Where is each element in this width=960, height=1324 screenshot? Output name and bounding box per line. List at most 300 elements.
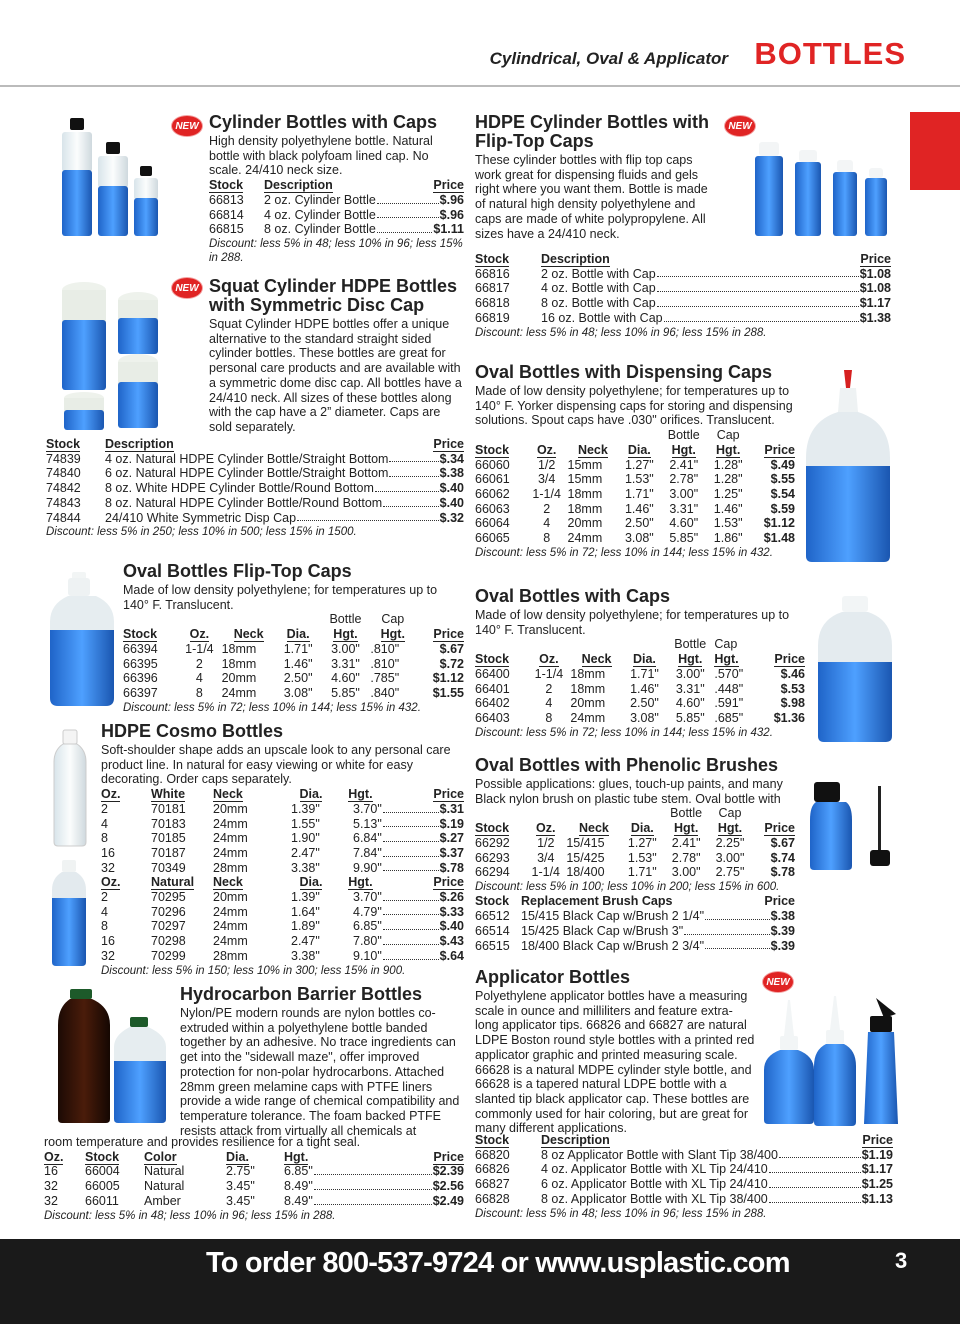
- hgt-cell: 4.79": [353, 904, 382, 919]
- hgt-cell: 6.85": [284, 1164, 313, 1179]
- col-cap-hgt: Hgt.: [716, 442, 741, 457]
- dia-cell: 1.46": [283, 656, 313, 671]
- stock-cell: 66819: [475, 310, 510, 325]
- table-row: [475, 1177, 893, 1192]
- neck-cell: 20mm: [570, 696, 606, 711]
- cap-cell: .685": [714, 710, 744, 725]
- stock-cell: 66397: [123, 685, 158, 700]
- neck-cell: 18mm: [567, 486, 603, 501]
- table-row: [475, 924, 795, 939]
- flip-title: Oval Bottles Flip-Top Caps: [123, 561, 352, 581]
- oz-cell: 16: [44, 1164, 58, 1179]
- hgt-cell: 3.00": [331, 641, 360, 656]
- table-row: [101, 831, 464, 846]
- hgt-cell: 6.84": [353, 831, 382, 846]
- oz-cell: 1-1/4: [532, 486, 561, 501]
- cap-cell: 1.28": [713, 472, 743, 487]
- cap-cell: 3.00": [715, 850, 745, 865]
- table-row: [123, 657, 464, 672]
- table-row: [475, 939, 795, 954]
- stock-cell: 66818: [475, 296, 510, 311]
- desc-cell: 24/410 White Symmetric Disp Cap: [105, 510, 297, 525]
- brushes-title: Oval Bottles with Phenolic Brushes: [475, 755, 779, 775]
- col-price: Price: [433, 787, 464, 802]
- col-stock: Stock: [85, 1149, 120, 1164]
- applicator-desc: Polyethylene applicator bottles have a measuring scale in ounce and milliliters and feature extra-long applicator tips. 66826 and 66827 are natural LDPE Boston round style bottles with a printed red applicator graphic and printed measuring scale. 66628 is a natural MDPE cylinder style bottle, and 66628 is a tapered natural LDPE bottle with a slanted tip black applicator cap. These bottles are commonly used for hair coloring, but are great for many different applications.: [475, 989, 755, 1136]
- desc-cell: 8 oz. Natural HDPE Cylinder Bottle/Round Bottom: [105, 495, 383, 510]
- oz-cell: 16: [101, 934, 115, 949]
- col-cap-hgt: Hgt.: [714, 652, 739, 667]
- dia-cell: 1.46": [630, 681, 659, 696]
- dia-cell: 3.38": [291, 860, 320, 875]
- cap-cell: .785": [370, 671, 400, 686]
- price-cell: $.38: [439, 466, 464, 481]
- table-row: [475, 667, 805, 682]
- hydro-desc: Nylon/PE modern rounds are nylon bottles co-extruded within a polyethylene bottle banded together by an adhesive. No trace ingredients can get into the "sidewall maze", offer improved protection for non-polar hydrocarbons. Attached 28mm green melamine caps with PTFE liners provide a wide range of chemical compatibility and temperature tolerance. The foam backed PTFE resists attack from virtually all chemicals at: [180, 1006, 460, 1138]
- col-stock: Stock: [475, 1133, 510, 1147]
- hydro-table: [44, 1150, 464, 1209]
- price-cell: $.53: [780, 681, 805, 696]
- stock-cell: 66005: [85, 1179, 120, 1194]
- table-row: [44, 1164, 464, 1179]
- stock-cell: 66820: [475, 1147, 510, 1162]
- oz-cell: 2: [545, 681, 553, 696]
- stock-cell: 66293: [475, 850, 510, 865]
- col-oz: Oz.: [44, 1149, 64, 1164]
- stock-cell: 74840: [46, 466, 81, 481]
- oz-cell: 1/2: [537, 457, 556, 472]
- stock-cell: 66817: [475, 281, 510, 296]
- stock-cell: 66004: [85, 1164, 120, 1179]
- squat-desc: Squat Cylinder HDPE bottles offer a unique alternative to the standard straight sided cylinder bottles. These bottles are great for personal care products and are available with a symmetric dome disc cap. All bottles have a 24/410 neck. All sizes of these bottles along with the cap have a 2” diameter. Caps are sold separately.: [209, 317, 462, 434]
- cap-cell: .448": [714, 681, 744, 696]
- neck-cell: 18mm: [567, 501, 603, 516]
- dia-cell: 1.39": [291, 890, 320, 905]
- color-cell: Natural: [144, 1179, 185, 1194]
- stock-cell: 66400: [475, 666, 510, 681]
- oz-cell: 3/4: [537, 850, 555, 865]
- oz-cell: 3/4: [537, 472, 556, 487]
- col-oz: Oz.: [101, 875, 121, 890]
- dia-cell: 2.47": [291, 845, 320, 860]
- stock-cell: 66826: [475, 1162, 510, 1177]
- col-price: Price: [433, 875, 464, 890]
- order-info[interactable]: To order 800-537-9724 or www.usplastic.com: [206, 1247, 790, 1279]
- oval-caps-title: Oval Bottles with Caps: [475, 586, 671, 606]
- hdpe-flip-desc: These cylinder bottles with flip top caps work great for dispensing fluids and gels right where you want them. Bottle is made of natural high density polyethylene and caps are made of white polypropylene. All sizes have a 24/410 neck.: [475, 153, 708, 241]
- brushes-discount: Discount: less 5% in 100; less 10% in 200; less 15% in 600.: [475, 880, 780, 893]
- table-row: [475, 502, 795, 517]
- cosmo-desc: Soft-shoulder shape adds an upscale look to any personal care product line. In natural for easy viewing or white for easy decorating. Order caps separately.: [101, 743, 451, 787]
- stock-cell: 74844: [46, 510, 81, 525]
- col-dia: Dia.: [627, 442, 651, 457]
- flip-section: [123, 562, 464, 715]
- squat-title: [209, 277, 464, 315]
- col-neck: Neck: [213, 875, 243, 890]
- desc-cell: 2 oz. Cylinder Bottle: [264, 192, 376, 207]
- squat-bottles-image: [58, 280, 166, 432]
- price-cell: $1.17: [861, 1162, 893, 1177]
- oz-cell: 8: [545, 710, 553, 725]
- stock-cell: 66512: [475, 909, 510, 924]
- cylinder-discount: Discount: less 5% in 48; less 10% in 96; less 15% in 288.: [209, 237, 463, 265]
- col-oz: Oz.: [536, 442, 557, 457]
- new-badge: NEW: [724, 115, 756, 137]
- price-cell: $1.48: [763, 531, 795, 546]
- cap-cell: 2.25": [715, 835, 745, 850]
- oz-cell: 1-1/4: [534, 666, 564, 681]
- hgt-cell: 5.13": [353, 816, 382, 831]
- cosmo-title: HDPE Cosmo Bottles: [101, 721, 284, 741]
- price-cell: $.31: [439, 801, 464, 816]
- price-cell: $.78: [770, 865, 795, 880]
- price-cell: $1.25: [861, 1177, 893, 1192]
- stock-cell: 66065: [475, 531, 510, 546]
- cap-cell: 1.53": [713, 516, 743, 531]
- dia-cell: 1.71": [283, 641, 313, 656]
- hgt-cell: 4.60": [331, 671, 360, 686]
- neck-cell: 28mm: [213, 860, 248, 875]
- desc-cell: 4 oz. Applicator Bottle with XL Tip 24/410: [541, 1162, 768, 1177]
- table-row: [123, 642, 464, 657]
- dia-cell: 1.53": [624, 472, 654, 487]
- dispensing-discount: Discount: less 5% in 72; less 10% in 144; less 15% in 432.: [475, 546, 773, 559]
- desc-cell: 2 oz. Bottle with Cap: [541, 266, 656, 281]
- footer-bar: [0, 1239, 960, 1324]
- dia-cell: 1.39": [291, 801, 320, 816]
- price-cell: $1.12: [432, 671, 464, 686]
- neck-cell: 15mm: [567, 472, 603, 487]
- table-row: [475, 1148, 893, 1163]
- col-stock: Stock: [475, 442, 510, 457]
- col-hgt: Hgt.: [348, 875, 373, 890]
- col-stock: Stock: [46, 437, 81, 451]
- neck-cell: 15/425: [566, 850, 605, 865]
- stock-cell: 66395: [123, 656, 158, 671]
- neck-cell: 24mm: [570, 710, 606, 725]
- price-cell: $.78: [439, 860, 464, 875]
- col-description: Description: [105, 437, 174, 451]
- price-cell: $.64: [439, 948, 464, 963]
- cylinder-section: [209, 113, 464, 266]
- desc-cell: 4 oz. Cylinder Bottle: [264, 207, 376, 222]
- table-row: [101, 905, 464, 920]
- stock-cell: 66062: [475, 486, 510, 501]
- col-neck: Neck: [213, 787, 243, 802]
- desc-cell: 15/425 Black Cap w/Brush 3": [521, 923, 684, 938]
- col-hgt: Hgt.: [348, 787, 373, 802]
- table-row: [475, 851, 795, 866]
- table-row: [44, 1194, 464, 1209]
- hdpe-flip-title-line2: Flip-Top Caps: [475, 131, 594, 151]
- price-cell: $.39: [770, 923, 795, 938]
- price-cell: $1.36: [773, 710, 805, 725]
- hgt-cell: 7.84": [353, 845, 382, 860]
- neck-cell: 20mm: [221, 671, 257, 686]
- table-row: [475, 472, 795, 487]
- col-oz: Oz.: [536, 821, 556, 836]
- oz-cell: 32: [101, 948, 115, 963]
- applicator-section: [475, 968, 755, 1136]
- table-row: [475, 311, 891, 326]
- price-cell: $.96: [439, 192, 464, 207]
- price-cell: $.67: [439, 641, 464, 656]
- hgt-cell: 3.31": [675, 681, 705, 696]
- price-cell: $.40: [439, 919, 464, 934]
- col-description: Description: [541, 1133, 610, 1147]
- table-row: [46, 511, 464, 526]
- price-cell: $.54: [770, 486, 795, 501]
- table-row: [475, 909, 795, 924]
- col-neck: Neck: [233, 627, 264, 642]
- oz-cell: 32: [101, 860, 115, 875]
- col-hgt: Hgt.: [333, 627, 358, 642]
- dia-cell: 3.08": [624, 531, 654, 546]
- oz-cell: 4: [195, 671, 203, 686]
- col-price: Price: [774, 652, 805, 667]
- price-cell: $1.13: [861, 1191, 893, 1206]
- table-row: [475, 711, 805, 726]
- dia-cell: 3.08": [630, 710, 659, 725]
- hgt-cell: 2.78": [671, 850, 701, 865]
- stock-cell: 70298: [151, 934, 186, 949]
- cosmo-natural-bottle-image: [48, 858, 90, 968]
- stock-cell: 74843: [46, 495, 81, 510]
- cosmo-discount: Discount: less 5% in 150; less 10% in 300; less 15% in 900.: [101, 964, 406, 977]
- dia-cell: 1.53": [627, 850, 657, 865]
- col-color: Color: [144, 1149, 177, 1164]
- hgt-cell: 7.80": [353, 934, 382, 949]
- table-row: [101, 934, 464, 949]
- dia-cell: 1.64": [291, 904, 320, 919]
- dispensing-table: [475, 428, 795, 546]
- price-cell: $2.49: [432, 1193, 464, 1208]
- dispensing-bottle-image: [800, 366, 896, 566]
- desc-cell: 18/400 Black Cap w/Brush 2 3/4": [521, 938, 705, 953]
- neck-cell: 18mm: [221, 656, 257, 671]
- applicator-bottles-image: [760, 996, 900, 1128]
- stock-cell: 66063: [475, 501, 510, 516]
- hydro-section: [180, 985, 464, 1138]
- header-rule: [0, 85, 960, 87]
- stock-cell: 66292: [475, 835, 510, 850]
- col-dia: Dia.: [630, 821, 654, 836]
- table-row: [209, 208, 464, 223]
- table-row: [475, 281, 891, 296]
- dia-cell: 2.50": [283, 671, 313, 686]
- oval-caps-bottle-image: [814, 594, 896, 744]
- dia-cell: 1.55": [291, 816, 320, 831]
- col-stock: Stock: [123, 627, 158, 642]
- col-top: Cap: [381, 612, 405, 627]
- stock-cell: 70185: [151, 831, 186, 846]
- flip-table: [123, 612, 464, 700]
- table-row: [123, 671, 464, 686]
- price-cell: $.27: [439, 831, 464, 846]
- hgt-cell: 6.85": [353, 919, 382, 934]
- hdpe-flip-title-line1: HDPE Cylinder Bottles with: [475, 112, 710, 132]
- col-stock: Stock: [209, 178, 244, 193]
- neck-cell: 24mm: [213, 816, 248, 831]
- neck-cell: 20mm: [213, 890, 248, 905]
- color-cell: Natural: [144, 1164, 185, 1179]
- stock-cell: 74839: [46, 451, 81, 466]
- neck-cell: 18mm: [221, 641, 257, 656]
- col-stock: Stock: [475, 252, 510, 266]
- squat-table: [46, 437, 464, 525]
- cap-cell: 1.25": [713, 486, 743, 501]
- stock-cell: 66060: [475, 457, 510, 472]
- neck-cell: 18mm: [570, 666, 606, 681]
- neck-cell: 28mm: [213, 948, 248, 963]
- hgt-cell: 3.31": [331, 656, 360, 671]
- dia-cell: 1.89": [291, 919, 320, 934]
- color-cell: Amber: [144, 1193, 181, 1208]
- oz-cell: 8: [195, 685, 203, 700]
- neck-cell: 20mm: [213, 801, 248, 816]
- table-row: [101, 949, 464, 964]
- col-top: Cap: [718, 806, 742, 821]
- cap-cell: .570": [714, 666, 744, 681]
- col-neck: Neck: [578, 821, 609, 836]
- flip-desc: Made of low density polyethylene; for temperatures up to 140° F. Translucent.: [123, 583, 438, 612]
- neck-cell: 20mm: [567, 516, 603, 531]
- oz-cell: 16: [101, 845, 115, 860]
- page-number: 3: [895, 1248, 908, 1273]
- table-row: [475, 696, 805, 711]
- col-description: Description: [541, 252, 610, 266]
- hdpe-flip-bottles-image: [745, 136, 895, 238]
- neck-cell: 15mm: [567, 457, 603, 472]
- price-cell: $1.19: [861, 1147, 893, 1162]
- new-badge: NEW: [762, 971, 794, 993]
- table-row: [101, 846, 464, 861]
- table-row: [475, 296, 891, 311]
- desc-cell: 8 oz. Bottle with Cap: [541, 296, 656, 311]
- table-row: [475, 487, 795, 502]
- oz-cell: 2: [543, 501, 551, 516]
- col-price: Price: [860, 252, 891, 266]
- stock-cell: 66294: [475, 865, 510, 880]
- neck-cell: 24mm: [213, 934, 248, 949]
- col-cap-hgt: Hgt.: [717, 821, 743, 836]
- stock-cell: 70295: [151, 890, 186, 905]
- hgt-cell: 3.70": [353, 801, 382, 816]
- price-cell: $1.08: [859, 281, 891, 296]
- cap-cell: 1.28": [713, 457, 743, 472]
- hgt-cell: 4.60": [669, 516, 699, 531]
- neck-cell: 24mm: [213, 845, 248, 860]
- desc-cell: 6 oz. Natural HDPE Cylinder Bottle/Straight Bottom: [105, 466, 389, 481]
- stock-cell: 66403: [475, 710, 510, 725]
- neck-cell: 18/400: [566, 865, 605, 880]
- applicator-title: Applicator Bottles: [475, 967, 631, 987]
- hgt-cell: 8.49": [284, 1179, 313, 1194]
- stock-cell: 66514: [475, 923, 510, 938]
- cylinder-table: [209, 178, 464, 237]
- header-subtitle: Cylindrical, Oval & Applicator: [489, 49, 728, 68]
- stock-cell: 66401: [475, 681, 510, 696]
- price-cell: $.32: [439, 510, 464, 525]
- hgt-cell: 5.85": [669, 531, 699, 546]
- col-stock: Stock: [475, 894, 510, 909]
- table-row: [101, 890, 464, 905]
- table-row: [46, 466, 464, 481]
- cylinder-desc: High density polyethylene bottle. Natural bottle with black polyfoam lined cap. No scale. 24/410 neck size.: [209, 134, 433, 178]
- squat-title-line1: Squat Cylinder HDPE Bottles: [209, 276, 458, 296]
- stock-cell: 66828: [475, 1191, 510, 1206]
- hgt-cell: 9.90": [353, 860, 382, 875]
- cap-cell: .810": [370, 656, 400, 671]
- cap-cell: 1.46": [713, 501, 743, 516]
- price-cell: $.26: [439, 890, 464, 905]
- neck-cell: 18mm: [570, 681, 606, 696]
- col-price: Price: [764, 442, 795, 457]
- table-row: [209, 222, 464, 237]
- stock-cell: 70296: [151, 904, 186, 919]
- hdpe-flip-table: [475, 252, 891, 326]
- price-cell: $2.39: [432, 1164, 464, 1179]
- hgt-cell: 5.85": [675, 710, 705, 725]
- col-replacement: Replacement Brush Caps: [521, 894, 673, 909]
- col-price: Price: [433, 437, 464, 451]
- hydro-table-block: [44, 1135, 464, 1223]
- cap-cell: 1.86": [713, 531, 743, 546]
- new-badge: NEW: [171, 115, 203, 137]
- col-dia: Dia.: [299, 875, 323, 890]
- col-price: Price: [862, 1133, 893, 1147]
- dia-cell: 3.08": [283, 685, 313, 700]
- col-neck: Neck: [581, 652, 612, 667]
- cylinder-title: Cylinder Bottles with Caps: [209, 112, 438, 132]
- col-hgt: Hgt.: [284, 1149, 309, 1164]
- table-row: [475, 865, 795, 880]
- table-row: [46, 452, 464, 467]
- table-row: [101, 817, 464, 832]
- price-cell: $.19: [439, 816, 464, 831]
- table-row: [101, 802, 464, 817]
- neck-cell: 15/415: [566, 835, 605, 850]
- oz-cell: 32: [44, 1193, 58, 1208]
- col-price: Price: [433, 627, 464, 642]
- price-cell: $.67: [770, 835, 795, 850]
- dia-cell: 1.71": [627, 865, 657, 880]
- price-cell: $.46: [780, 666, 805, 681]
- hydro-title: Hydrocarbon Barrier Bottles: [180, 984, 423, 1004]
- price-cell: $.34: [439, 451, 464, 466]
- desc-cell: 8 oz. Applicator Bottle with XL Tip 38/400: [541, 1191, 768, 1206]
- col-price: Price: [433, 178, 464, 193]
- table-row: [46, 496, 464, 511]
- stock-cell: 66816: [475, 266, 510, 281]
- col-top: Bottle: [329, 612, 362, 627]
- dia-cell: 2.50": [630, 696, 659, 711]
- oval-caps-section: [475, 587, 805, 740]
- hdpe-flip-section: [475, 113, 720, 241]
- col-oz: Oz.: [189, 627, 210, 642]
- cylinder-bottles-image: [58, 112, 166, 240]
- table-row: [475, 682, 805, 697]
- stock-cell: 70297: [151, 919, 186, 934]
- hgt-cell: 3.00": [675, 666, 705, 681]
- cap-cell: .810": [370, 641, 400, 656]
- desc-cell: 8 oz Applicator Bottle with Slant Tip 38/400: [541, 1147, 778, 1162]
- price-cell: $.43: [439, 934, 464, 949]
- oz-cell: 1-1/4: [185, 641, 214, 656]
- dia-cell: 1.71": [624, 486, 654, 501]
- flip-top-bottle-image: [44, 568, 120, 708]
- desc-cell: 16 oz. Bottle with Cap: [541, 310, 663, 325]
